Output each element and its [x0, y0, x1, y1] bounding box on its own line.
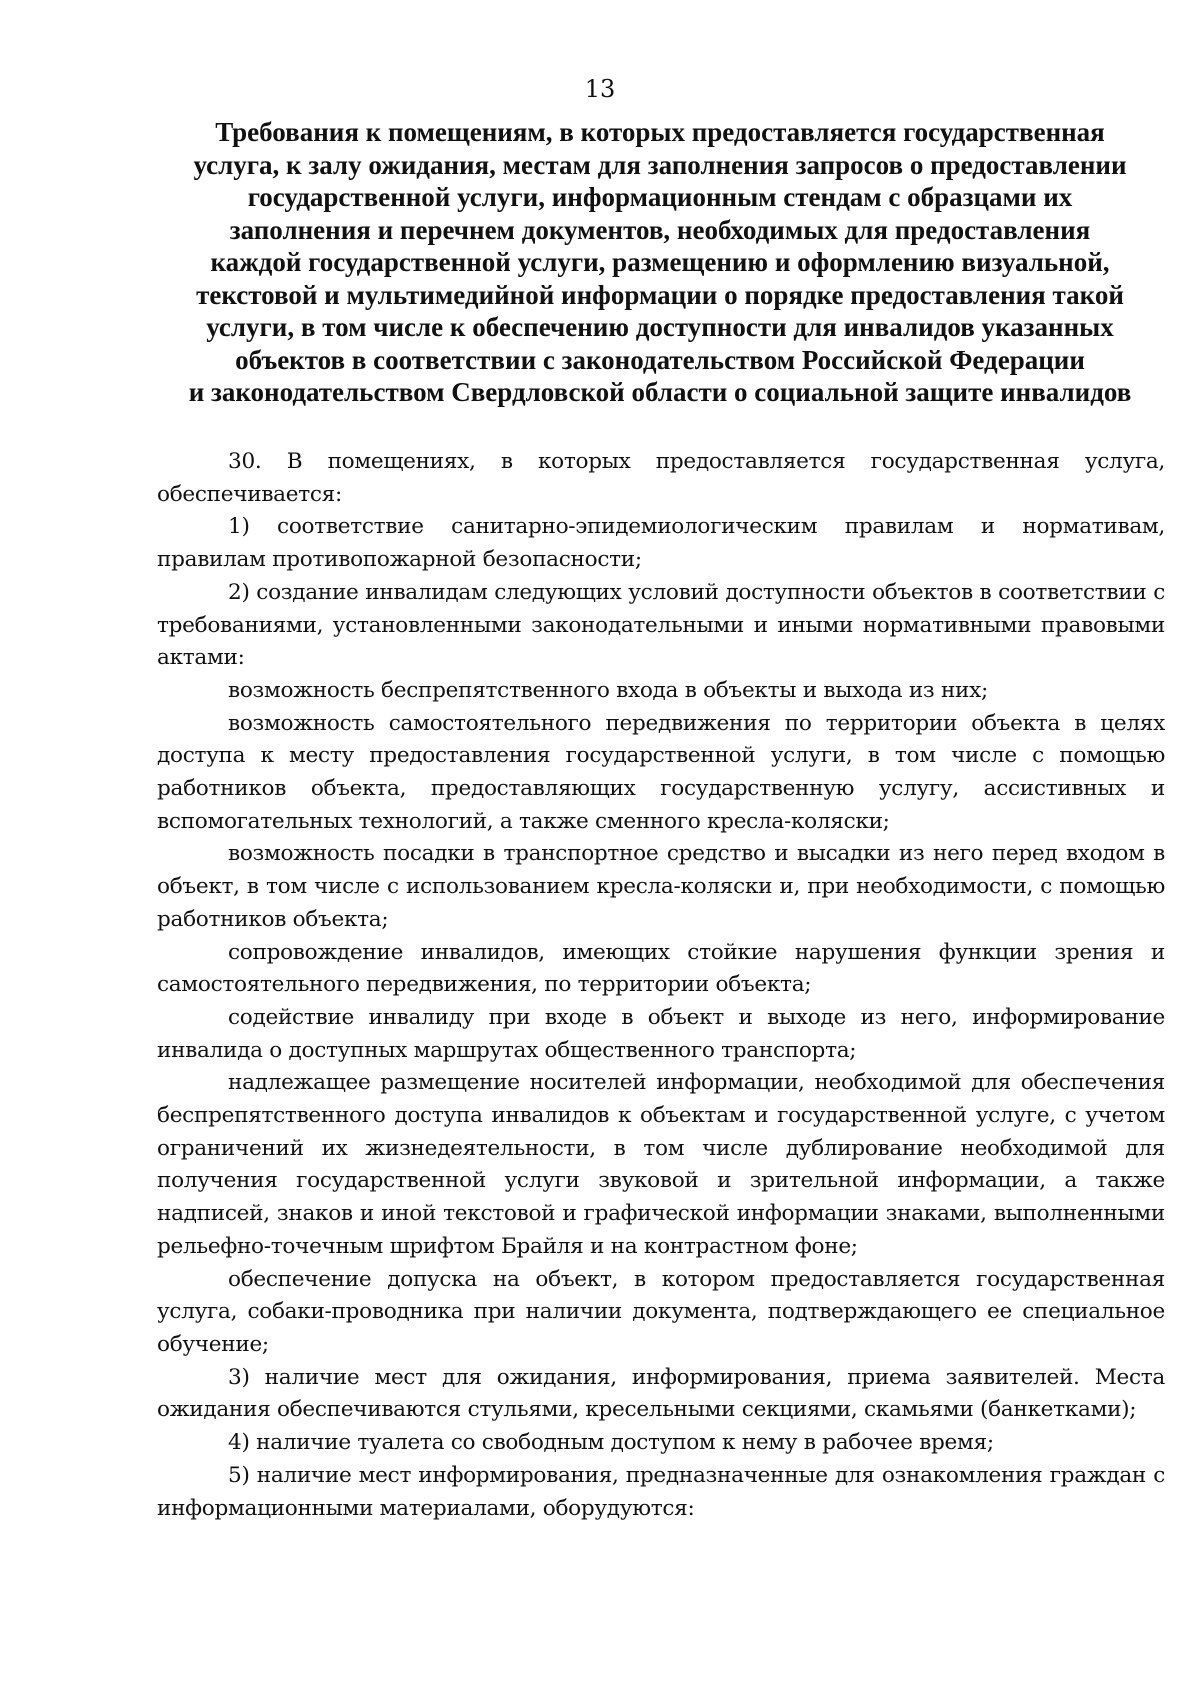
paragraph-item-4: 4) наличие туалета со свободным доступом к нему в рабочее время;	[228, 1430, 994, 1456]
paragraph-subitem: обеспечение допуска на объект, в котором предоставляется государственная услуга, собаки-проводника при наличии документа, подтверждающего ее специальное обучение;	[157, 1266, 1165, 1357]
heading-line: заполнения и перечнем документов, необходимых для предоставления	[229, 214, 1091, 245]
heading-line: услуги, в том числе к обеспечению доступности для инвалидов указанных	[206, 312, 1114, 342]
page-number: 13	[584, 75, 616, 103]
heading-line: текстовой и мультимедийной информации о порядке предоставления такой	[196, 279, 1124, 310]
heading-line: каждой государственной услуги, размещению и оформлению визуальной,	[210, 247, 1110, 277]
paragraph-subitem: возможность беспрепятственного входа в объекты и выхода из них;	[228, 677, 989, 703]
paragraph-item-3: 3) наличие мест для ожидания, информирования, приема заявителей. Места ожидания обеспечиваются стульями, кресельными секциями, скамьями (банкетками);	[157, 1364, 1165, 1423]
paragraph-item-5: 5) наличие мест информирования, предназначенные для ознакомления граждан с информационными материалами, оборудуются:	[157, 1462, 1165, 1521]
heading-line: и законодательством Свердловской области о социальной защите инвалидов	[188, 377, 1132, 407]
paragraph-item-1: 1) соответствие санитарно-эпидемиологическим правилам и нормативам, правилам противопожарной безопасности;	[157, 514, 1165, 573]
heading-line: объектов в соответствии с законодательством Российской Федерации	[235, 344, 1085, 375]
paragraph-subitem: возможность посадки в транспортное средство и высадки из него перед входом в объект, в том числе с использованием кресла-коляски и, при необходимости, с помощью работников объекта;	[157, 841, 1165, 932]
paragraph-subitem: возможность самостоятельного передвижения по территории объекта в целях доступа к месту предоставления государственной услуги, в том числе с помощью работников объекта, предоставляющих государственную услугу, ассистивных и вспомогательных технологий, а также сменного кресла-коляски;	[157, 710, 1165, 834]
heading-line: Требования к помещениям, в которых предоставляется государственная	[215, 117, 1105, 147]
paragraph-30-intro: 30. В помещениях, в которых предоставляется государственная услуга, обеспечивается:	[157, 449, 1165, 507]
paragraph-subitem: надлежащее размещение носителей информации, необходимой для обеспечения беспрепятственного доступа инвалидов к объектам и государственной услуге, с учетом ограничений их жизнедеятельности, в том числе дублирование необходимой для получения государственной услуги звуковой и зрительной информации, а также надписей, знаков и иной текстовой и графической информации знаками, выполненными рельефно-точечным шрифтом Брайля и на контрастном фоне;	[157, 1070, 1165, 1259]
heading-line: услуга, к залу ожидания, местам для заполнения запросов о предоставлении	[193, 149, 1127, 180]
paragraph-item-2: 2) создание инвалидам следующих условий доступности объектов в соответствии с требованиями, установленными законодательными и иными нормативными правовыми актами:	[157, 579, 1165, 671]
section-heading	[150, 116, 1170, 409]
document-body	[157, 446, 1165, 1525]
paragraph-subitem: сопровождение инвалидов, имеющих стойкие нарушения функции зрения и самостоятельного передвижения, по территории объекта;	[157, 939, 1165, 998]
paragraph-subitem: содействие инвалиду при входе в объект и выходе из него, информирование инвалида о доступных маршрутах общественного транспорта;	[157, 1004, 1165, 1063]
heading-line: государственной услуги, информационным стендам с образцами их	[247, 182, 1073, 212]
